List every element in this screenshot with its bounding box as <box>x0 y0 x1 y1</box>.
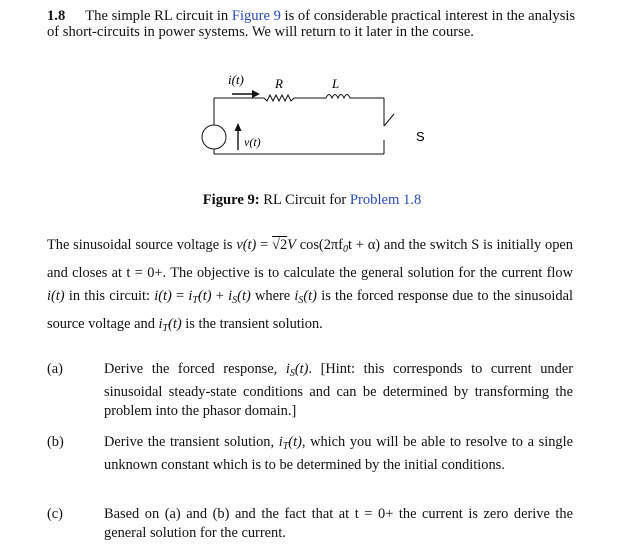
resistor <box>264 95 294 101</box>
eq-sub-zero: 0 <box>342 244 348 255</box>
switch-label: S <box>416 129 425 144</box>
part-a-sub: S <box>289 368 295 379</box>
problem-number: 1.8 <box>47 8 66 24</box>
part-b-label: (b) <box>47 434 64 450</box>
part-b-text <box>104 433 573 475</box>
eq-cos: cos(2πf <box>295 237 343 253</box>
part-a-text-1: Derive the forced response, <box>104 361 286 377</box>
sym-iT: i <box>188 288 193 304</box>
problem-body <box>47 234 573 340</box>
part-b-sub: T <box>282 441 289 452</box>
source-label: v(t) <box>244 135 261 149</box>
problem-intro <box>47 8 577 40</box>
sym-iS-sub: S <box>232 295 238 306</box>
sym-iT2-arg: (t) <box>168 315 182 332</box>
body-text-2: and the switch S is initially open and closes at t = 0+. The objective is to calculate the general solution for the current flow <box>47 237 574 281</box>
sym-iS2-sub: S <box>298 295 304 306</box>
sym-iT-sub: T <box>192 295 198 306</box>
caption-text: RL Circuit for <box>259 192 350 208</box>
part-c-text: Based on (a) and (b) and the fact that at t = 0+ the current is zero derive the general solution for the current. <box>104 506 573 541</box>
sym-iS-arg: (t) <box>237 288 251 304</box>
body-text-3: in this circuit: <box>64 288 155 304</box>
part-b-text-2: , which you will be able to resolve to a single unknown constant which is to be determined by the initial conditions. <box>104 434 573 473</box>
sym-iS: i <box>228 288 233 304</box>
body-text-4: = <box>171 288 189 304</box>
sym-iS2-arg: (t) <box>303 288 317 304</box>
figure-link[interactable]: Figure 9 <box>231 8 281 24</box>
part-a-arg: (t) <box>294 361 309 377</box>
part-a-text-2: . [Hint: this corresponds to current under sinusoidal steady-state conditions and can be determined by transforming the problem into the phasor domain.] <box>104 361 574 419</box>
part-a-text <box>104 360 573 421</box>
eq-v: v(t) <box>236 237 257 253</box>
part-a-sym: i <box>285 361 290 377</box>
rl-circuit-diagram <box>180 70 450 185</box>
body-text-1: The sinusoidal source voltage is <box>47 237 237 253</box>
inductor-label: L <box>332 76 340 91</box>
voltage-arrowhead <box>235 123 242 131</box>
voltage-source <box>202 125 226 149</box>
inductor <box>326 95 350 99</box>
sym-iT2-sub: T <box>162 322 169 334</box>
eq-rest: t + α) <box>347 237 381 253</box>
eq-sqrt: √2 <box>272 237 288 253</box>
sym-iT-arg: (t) <box>197 288 212 304</box>
caption-figure-number: Figure 9: <box>202 192 260 208</box>
problem-link[interactable]: Problem 1.8 <box>349 192 422 208</box>
intro-text-1: The simple RL circuit in <box>85 8 232 24</box>
current-arrowhead <box>252 90 260 98</box>
part-b-text-1: Derive the transient solution, <box>104 434 279 450</box>
intro-text-2: is of considerable practical interest in the analysis of short-circuits in power systems. We will return to it later in the course. <box>47 8 576 40</box>
body-text-7: is the transient solution. <box>181 315 323 332</box>
resistor-label: R <box>275 76 283 91</box>
part-c-label: (c) <box>47 506 63 522</box>
sym-iS2: i <box>294 288 299 304</box>
current-label: i(t) <box>228 72 244 87</box>
switch-blade <box>384 114 394 126</box>
part-b-arg: (t) <box>288 434 302 450</box>
body-text-5: where <box>250 288 295 304</box>
plus-sign: + <box>211 288 229 304</box>
sym-i-1: i(t) <box>47 288 65 304</box>
part-a-label: (a) <box>47 361 63 377</box>
part-b-sym: i <box>278 434 283 450</box>
sym-i-2: i(t) <box>154 288 172 304</box>
body-text-6: is the forced response due to the sinusoidal source voltage and <box>47 288 573 332</box>
eq-V: V <box>287 237 296 253</box>
figure-caption <box>47 192 577 209</box>
eq-equals: = <box>256 237 273 253</box>
sym-iT2: i <box>158 315 163 332</box>
